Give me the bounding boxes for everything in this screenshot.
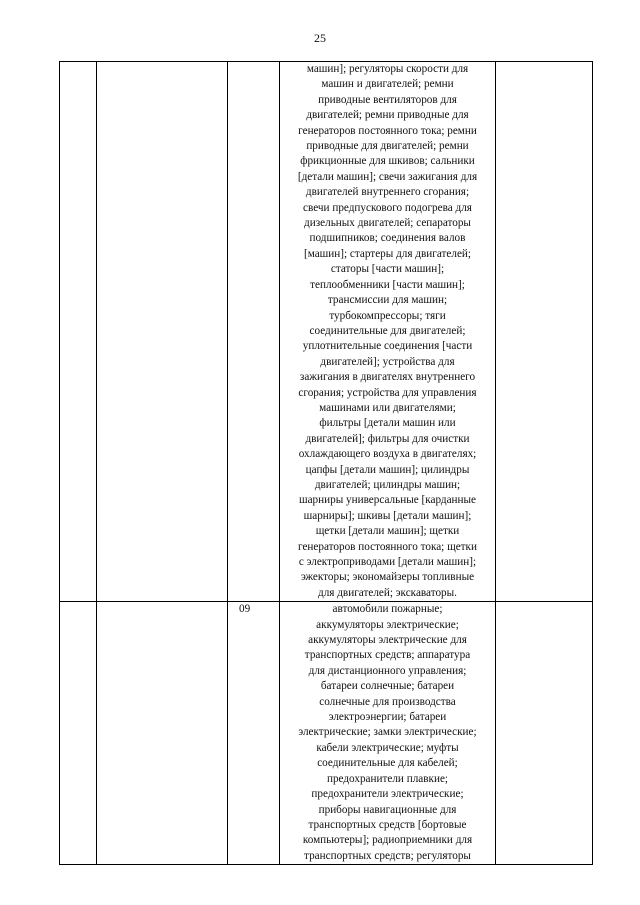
class-code-cell [228, 62, 280, 602]
notes-cell [496, 62, 593, 602]
goods-line: дизельных двигателей; сепараторы [304, 217, 471, 230]
goods-line: уплотнительные соединения [части [302, 340, 473, 353]
goods-line: двигателей; цилиндры машин; [314, 478, 461, 491]
goods-line: свечи предпускового подогрева для [303, 201, 472, 214]
goods-line: шарниры]; шкивы [детали машин]; [303, 509, 472, 522]
class-code-cell: 09 [228, 602, 280, 865]
goods-line: батареи солнечные; батареи [320, 680, 455, 693]
goods-line: предохранители плавкие; [326, 772, 449, 785]
goods-line: машинами или двигателями; [319, 401, 456, 414]
page-number: 25 [314, 31, 326, 45]
goods-line: соединительные для кабелей; [317, 757, 458, 770]
number-cell [60, 602, 97, 865]
applicant-cell [97, 602, 228, 865]
goods-line: аккумуляторы электрические; [316, 618, 459, 631]
goods-line: щетки [детали машин]; щетки [315, 525, 460, 538]
goods-line: автомобили пожарные; [332, 603, 443, 616]
goods-line: с электроприводами [детали машин]; [298, 556, 477, 568]
goods-line: солнечные для производства [319, 695, 456, 708]
goods-line: предохранители электрические; [311, 788, 464, 801]
goods-line: цапфы [детали машин]; цилиндры [305, 463, 470, 476]
number-cell [60, 62, 97, 602]
goods-line: компьютеры]; радиоприемники для [302, 834, 473, 847]
goods-line: трансмиссии для машин; [327, 294, 448, 307]
goods-line: фрикционные для шкивов; сальники [300, 155, 475, 168]
goods-line: электроэнергии; батареи [328, 711, 447, 724]
goods-line: приводные для двигателей; ремни [306, 140, 469, 153]
goods-line: машин]; регуляторы скорости для [306, 63, 469, 75]
goods-line: [детали машин]; свечи зажигания для [297, 170, 478, 183]
goods-line: [машин]; стартеры для двигателей; [303, 247, 472, 260]
goods-line: эжекторы; экономайзеры топливные [300, 571, 475, 584]
goods-line: для дистанционного управления; [308, 664, 467, 677]
goods-line: аккумуляторы электрические для [308, 634, 467, 647]
goods-line: турбокомпрессоры; тяги [329, 309, 446, 322]
goods-line: двигателей]; устройства для [320, 355, 455, 368]
goods-line: генераторов постоянного тока; ремни [298, 124, 477, 137]
goods-line: электрические; замки электрические; [298, 726, 477, 739]
goods-line: транспортных средств; аппаратура [304, 649, 471, 662]
goods-line: подшипников; соединения валов [309, 232, 466, 245]
goods-list-cell [280, 62, 496, 602]
goods-line: для двигателей; экскаваторы. [318, 586, 457, 599]
table-row [60, 62, 593, 602]
goods-line: зажигания в двигателях внутреннего [299, 371, 476, 384]
goods-line: шарниры универсальные [карданные [298, 494, 477, 507]
goods-line: двигателей]; фильтры для очистки [305, 432, 470, 445]
goods-line: двигателей; ремни приводные для [306, 109, 469, 122]
goods-line: генераторов постоянного тока; щетки [298, 540, 477, 553]
goods-line: статоры [части машин]; [330, 263, 445, 276]
goods-line: сгорания; устройства для управления [298, 386, 477, 399]
goods-line: машин и двигателей; ремни [321, 78, 454, 91]
goods-line: охлаждающего воздуха в двигателях; [298, 448, 477, 461]
goods-line: двигателей внутреннего сгорания; [305, 186, 470, 199]
goods-list-cell [280, 602, 496, 865]
goods-line: кабели электрические; муфты [316, 741, 459, 754]
goods-line: приводные вентиляторов для [318, 93, 457, 106]
goods-line: соединительные для двигателей; [309, 324, 466, 337]
goods-line: фильтры [детали машин или [319, 417, 456, 430]
table-row [60, 602, 593, 865]
goods-line: транспортных средств; регуляторы [304, 849, 471, 862]
goods-line: транспортных средств [бортовые [308, 818, 467, 831]
goods-classification-table [59, 61, 593, 865]
applicant-cell [97, 62, 228, 602]
goods-line: приборы навигационные для [318, 803, 457, 816]
goods-line: теплообменники [части машин]; [310, 278, 465, 291]
notes-cell [496, 602, 593, 865]
